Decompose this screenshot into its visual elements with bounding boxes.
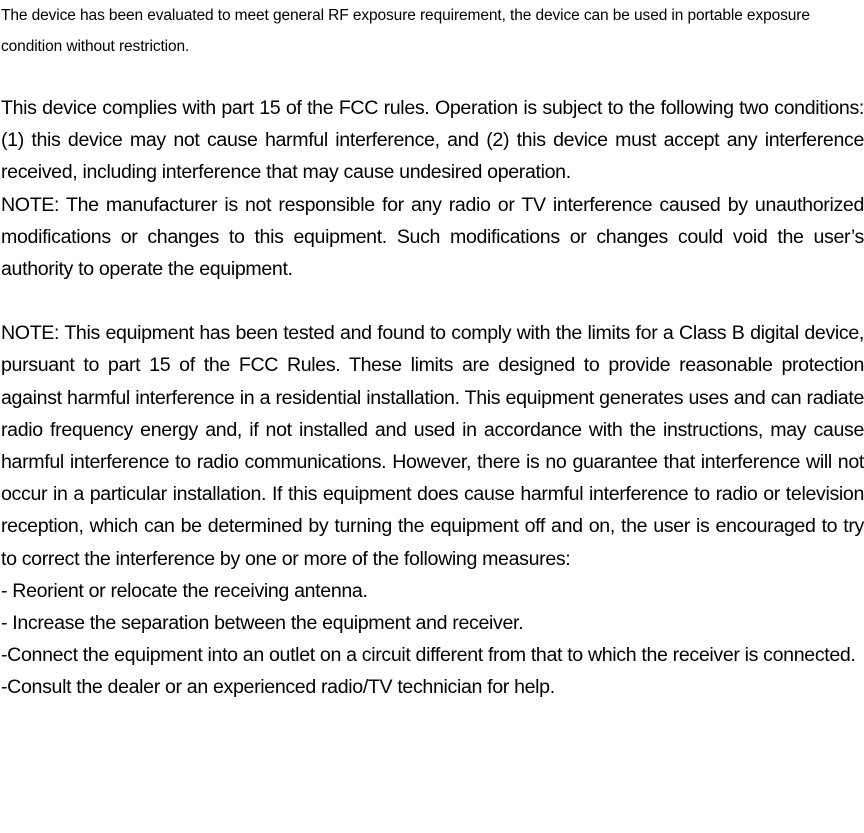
measure-item: - Reorient or relocate the receiving antenna. [1,579,368,602]
measure-item: -Consult the dealer or an experienced radio/TV technician for help. [1,676,555,699]
class-b-note-paragraph: NOTE: This equipment has been tested and found to comply with the limits for a Class B digital device, pursuant to part 15 of the FCC Rules. These limits are designed to provide reasonable protection against harmful interference in a residential installation. This equipment generates uses and can radiate radio frequency energy and, if not installed and used in accordance with the instructions, may cause harmful interference to radio communications. However, there is no guarantee that interference will not occur in a particular installation. If this equipment does cause harmful interference to radio or television reception, which can be determined by turning the equipment off and on, the user is encouraged to try to correct the interference by one or more of the following measures: [1,322,864,570]
rf-exposure-statement: The device has been evaluated to meet general RF exposure requirement, the device can be used in portable exposure condition without restriction. [1,7,810,55]
fcc-compliance-paragraph: This device complies with part 15 of the FCC rules. Operation is subject to the following two conditions: (1) this device may not cause harmful interference, and (2) this device must accept any interference received, including interference that may cause undesired operation. [1,97,864,184]
measure-item: -Connect the equipment into an outlet on a circuit different from that to which the receiver is connected. [1,644,856,667]
measure-item: - Increase the separation between the equipment and receiver. [1,612,524,635]
modification-note-paragraph: NOTE: The manufacturer is not responsible for any radio or TV interference caused by unauthorized modifications or changes to this equipment. Such modifications or changes could void the user’s authority to operate the equipment. [1,193,864,281]
spacer [1,285,864,317]
spacer [1,62,864,92]
